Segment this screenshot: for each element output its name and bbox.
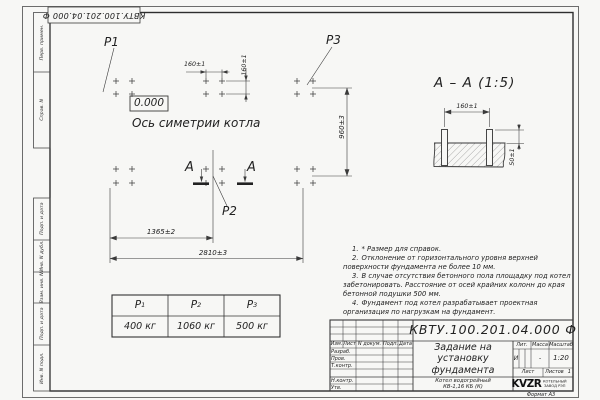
sign-label-nkontr: Н.контр. (331, 377, 354, 384)
rev-header-izm: Изм. (330, 341, 343, 347)
mass-value: - (538, 354, 542, 363)
note-item: 4. Фундамент под котел разрабатывает проектная организация по нагрузкам на фундамент. (343, 299, 538, 316)
load-table-value-p1: 400 кг (124, 320, 156, 332)
sheets-count: Листов 1 (545, 369, 571, 375)
note-item: 2. Отклонение от горизонтального уровня верхней поверхности фундамента не более 10 мм. (343, 254, 538, 271)
margin-label-podp-data-1: Подп. и дата (38, 202, 45, 236)
company-name: КОТЕЛЬНЫЙ ЗАВОД РЭП (543, 379, 567, 389)
section-letter-right: A (247, 160, 256, 175)
sheet-label: Лист (521, 369, 535, 375)
rev-header-ndoc: N докум. (357, 341, 382, 347)
scale-value: 1:20 (553, 354, 569, 362)
lit-value: И (513, 354, 519, 362)
sign-label-prov: Пров. (331, 355, 346, 362)
mass-header: Масса (532, 341, 548, 348)
dim-span-vertical: 960±3 (337, 115, 346, 139)
detail-dim-protrusion: 50±1 (508, 147, 516, 166)
load-table-header-p3: P 3 (246, 299, 258, 312)
format-label: Формат А3 (526, 391, 556, 398)
notes-block (343, 245, 575, 317)
rev-header-data: Дата (399, 341, 412, 347)
margin-label-inv-dubl: Инв. N дубл. (38, 240, 45, 272)
margin-label-perv-primen: Перв. примен. (38, 24, 45, 60)
rev-header-list: Лист (343, 341, 356, 347)
section-detail-title: A – A (1:5) (434, 75, 516, 91)
margin-label-inv-podl: Инв. N подл. (38, 352, 45, 384)
detail-dim-spacing: 160±1 (456, 102, 478, 110)
rev-header-podp: Подп. (382, 341, 399, 347)
margin-label-vzam-inv: Взам. инв. N (38, 271, 45, 304)
dim-span-left: 1365±2 (146, 228, 176, 236)
load-table-value-p3: 500 кг (236, 320, 268, 332)
sign-label-utv: Утв. (331, 384, 342, 391)
load-table-value-p2: 1060 кг (177, 320, 215, 332)
load-point-label-p3: P3 (326, 33, 341, 47)
company-cell (513, 377, 573, 391)
drawing-title: Задание на установку фундамента (431, 341, 495, 376)
note-item: 3. В случае отсутствия бетонного пола площадку под котел забетонировать. Расстояние от осей крайних колонн до края бетонной подушки 500 мм. (343, 272, 571, 298)
margin-label-sprav-n: Справ. N (38, 99, 45, 121)
section-letter-left: A (185, 160, 194, 175)
load-table-header-p2: P 2 (190, 299, 202, 312)
dim-pitch-x: 160±1 (184, 61, 206, 68)
title-block-doc-number: КВТУ.100.201.04.000 Ф (409, 322, 577, 338)
load-point-label-p2: P2 (222, 204, 237, 218)
lit-header: Лит. (516, 341, 528, 348)
load-point-label-p1: P1 (104, 35, 119, 49)
sign-label-razrab: Разраб. (331, 348, 351, 355)
scale-header: Масштаб (549, 341, 573, 348)
sign-label-tkontr: Т.контр. (331, 362, 353, 369)
dim-span-total: 2810±3 (198, 248, 228, 257)
elevation-mark: 0.000 (133, 97, 165, 110)
dim-pitch-y: 160±1 (240, 54, 248, 76)
axis-caption: Ось симетрии котла (132, 116, 261, 130)
load-table-header-p1: P 1 (134, 299, 146, 312)
subject-name: Котел водогрейный КВ-1,16 КБ (К) (435, 377, 491, 390)
margin-label-podp-data-2: Подп. и дата (38, 307, 45, 341)
kvzr-logo-text: KVZR (511, 377, 542, 390)
note-item: 1. * Размер для справок. (352, 245, 442, 253)
top-stamp-doc-number: КВТУ.100.201.04.000 Ф (42, 11, 146, 20)
